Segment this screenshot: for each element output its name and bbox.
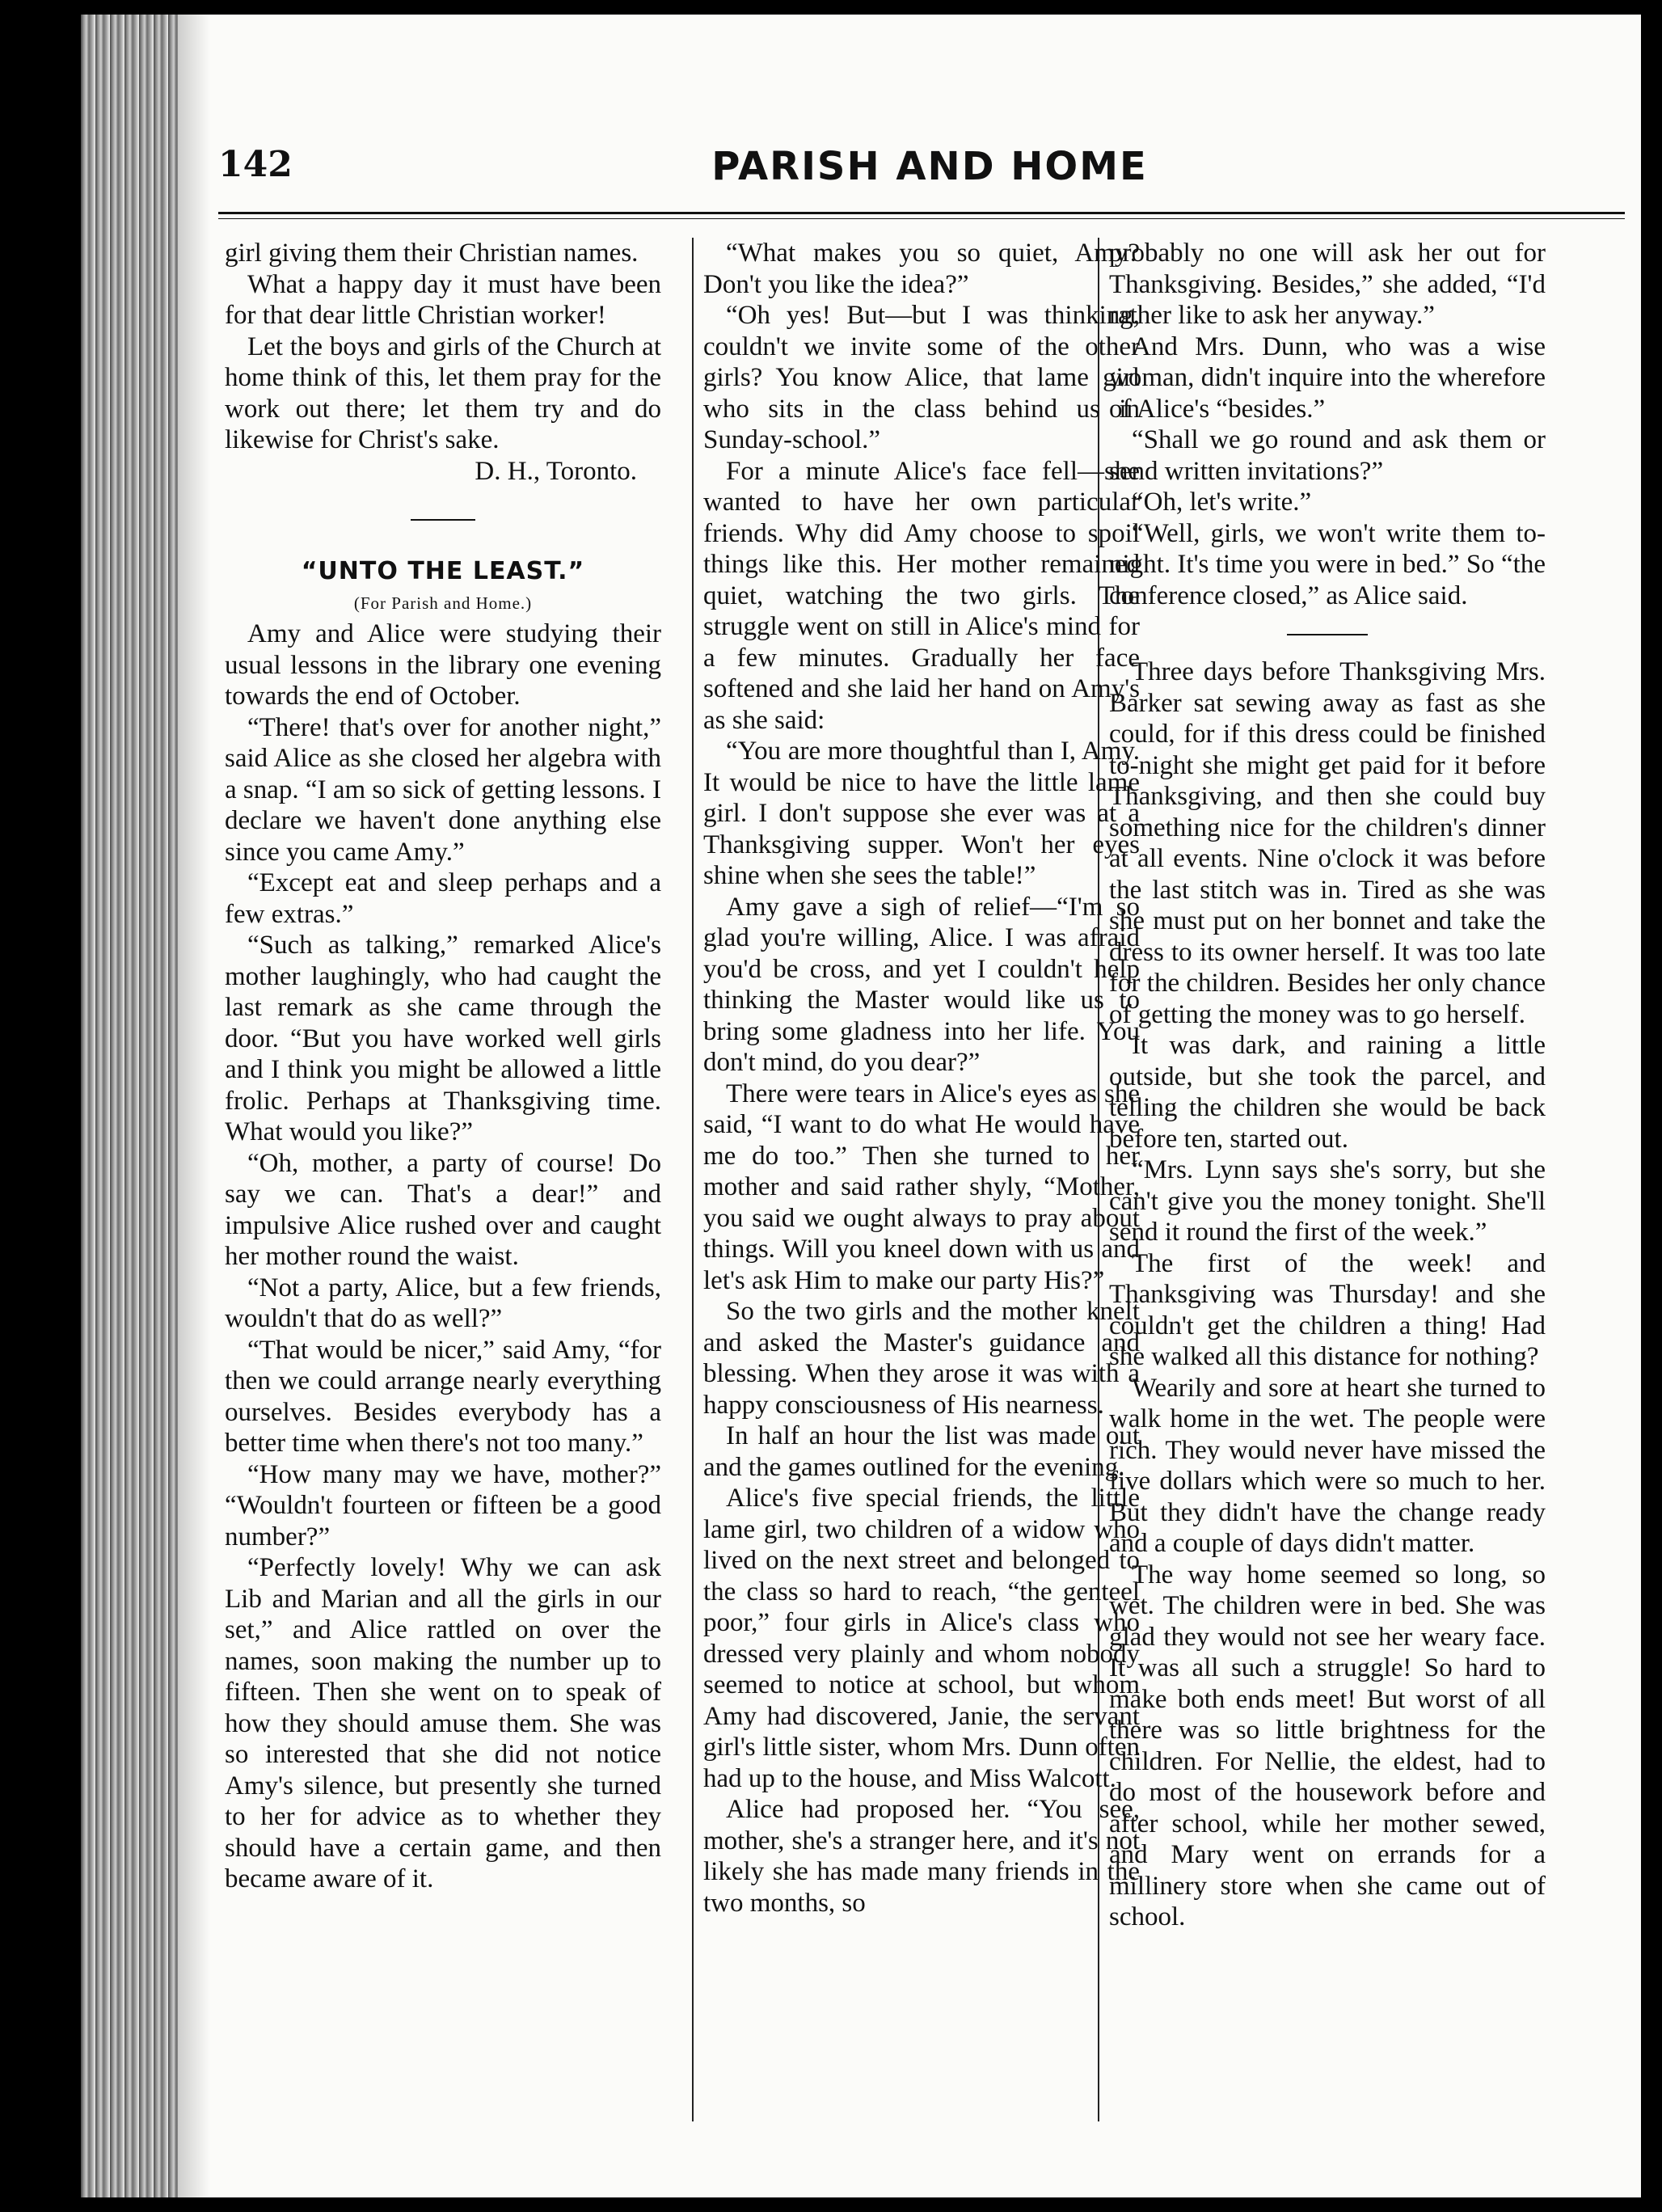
binding-shadow <box>178 15 210 2197</box>
page-title: PARISH AND HOME <box>711 144 1148 189</box>
author-signature: D. H., Toronto. <box>475 456 637 486</box>
header-rule <box>218 212 1625 214</box>
section-divider <box>411 519 475 521</box>
paragraph: For a minute Alice's face fell—she wanted to have her own particular friends. Why did Amy choose to spoil things like this. Her mother remained quiet, watching the two girls. The struggle went on still in Alice's mind for a few minutes. Gradually her face softened and she laid her hand on Amy's as she said: <box>703 456 1140 735</box>
paragraph: It was dark, and raining a little outside, but she took the parcel, and telling the children she would be back before ten, started out. <box>1109 1031 1546 1154</box>
header-rule-thin <box>218 218 1625 219</box>
paragraph: So the two girls and the mother knelt and asked the Master's guidance and blessing. When they arose it was with a happy consciousness of His nearness. <box>703 1297 1140 1420</box>
paragraph: girl giving them their Christian names. <box>225 239 639 268</box>
paragraph: Amy gave a sigh of relief—“I'm so glad you're willing, Alice. I was afraid you'd be cross, and yet I couldn't help thinking the Master would like us to bring some gladness into her life. You don't mind, do you dear?” <box>703 892 1140 1077</box>
paragraph: “Mrs. Lynn says she's sorry, but she can't give you the money tonight. She'll send it round the first of the week.” <box>1109 1155 1546 1247</box>
paragraph: “Well, girls, we won't write them to-night. It's time you were in bed.” So “the conference closed,” as Alice said. <box>1109 518 1546 610</box>
column-2 <box>703 238 1140 2162</box>
column-divider <box>692 238 694 2121</box>
paragraph: “You are more thoughtful than I, Amy. It would be nice to have the little lame girl. I don't suppose she ever was at a Thanksgiving supper. Won't her eyes shine when she sees the table!” <box>703 737 1140 890</box>
paragraph: “Except eat and sleep perhaps and a few extras.” <box>225 868 661 929</box>
paragraph: Alice had proposed her. “You see, mother, she's a stranger here, and it's not likely she has made many friends in the two months, so <box>703 1795 1140 1918</box>
book-binding-edge <box>81 15 178 2197</box>
paragraph: There were tears in Alice's eyes as she said, “I want to do what He would have me do too.” Then she turned to her mother and said rather shyly, “Mother, you said we ought always to pray about things. Will you kneel down with us and let's ask Him to make our party His?” <box>703 1079 1140 1295</box>
paragraph: “Oh, let's write.” <box>1132 488 1312 517</box>
paragraph: “Oh yes! But—but I was thinking, couldn't we invite some of the other girls? You know Alice, that lame girl who sits in the class behind us in Sunday-school.” <box>703 301 1140 454</box>
paragraph: “Oh, mother, a party of course! Do say we can. That's a dear!” and impulsive Alice rushed over and caught her mother round the waist. <box>225 1148 661 1271</box>
paragraph: Alice's five special friends, the little lame girl, two children of a widow who lived on the next street and belonged to the class so hard to reach, “the genteel poor,” four girls in Alice's class who dressed very plainly and whom nobody seemed to notice at school, but whom Amy had discovered, Janie, the servant girl's little sister, whom Mrs. Dunn often had up to the house, and Miss Walcott. <box>703 1484 1140 1793</box>
paragraph: Wearily and sore at heart she turned to walk home in the wet. The people were rich. They would never have missed the five dollars which were so much to her. But they didn't have the change ready and a couple of days didn't matter. <box>1109 1373 1546 1558</box>
paragraph: “Such as talking,” remarked Alice's mother laughingly, who had caught the last remark as she came through the door. “But you have worked well girls and I think you might be allowed a little frolic. Perhaps at Thanksgiving time. What would you like?” <box>225 931 661 1146</box>
paragraph: The first of the week! and Thanksgiving was Thursday! and she couldn't get the children a thing! Had she walked all this distance for nothing? <box>1109 1248 1546 1371</box>
paragraph: “Shall we go round and ask them or send written invitations?” <box>1109 425 1546 486</box>
paragraph: “Perfectly lovely! Why we can ask Lib and Marian and all the girls in our set,” and Alice rattled on over the names, soon making the number up to fifteen. Then she went on to speak of how they should amuse them. She was so interested that she did not notice Amy's silence, but presently she turned to her for advice as to whether they should have a certain game, and then became aware of it. <box>225 1553 661 1893</box>
paragraph: Let the boys and girls of the Church at home think of this, let them pray for the work out there; let them try and do likewise for Christ's sake. <box>225 331 661 454</box>
section-divider <box>1287 634 1368 635</box>
paragraph: And Mrs. Dunn, who was a wise woman, didn't inquire into the wherefore of Alice's “besides.” <box>1109 331 1546 424</box>
paragraph: In half an hour the list was made out and the games outlined for the evening. <box>703 1421 1140 1482</box>
story-title: “UNTO THE LEAST.” <box>301 557 585 585</box>
page-header <box>218 144 1641 201</box>
paragraph: “How many may we have, mother?” “Wouldn't fourteen or fifteen be a good number?” <box>225 1459 661 1551</box>
page-number: 142 <box>218 144 293 185</box>
paragraph: probably no one will ask her out for Thanksgiving. Besides,” she added, “I'd rather like to ask her anyway.” <box>1109 239 1546 330</box>
paragraph: “Not a party, Alice, but a few friends, wouldn't that do as well?” <box>225 1273 661 1333</box>
paragraph: What a happy day it must have been for that dear little Christian worker! <box>225 269 661 330</box>
story-subtitle: (For Parish and Home.) <box>353 593 533 613</box>
paragraph: The way home seemed so long, so wet. The children were in bed. She was glad they would not see her weary face. It was all such a struggle! So hard to make both ends meet! But worst of all there was so little brightness for the children. For Nellie, the eldest, had to do most of the housework before and after school, while her mother sewed, and Mary went on errands for a millinery store when she came out of school. <box>1109 1560 1546 1931</box>
paragraph: “That would be nicer,” said Amy, “for then we could arrange nearly everything ourselves. Besides everybody has a better time when there's not too many.” <box>225 1335 661 1458</box>
column-3 <box>1109 238 1546 2162</box>
paragraph: Amy and Alice were studying their usual lessons in the library one evening towards the end of October. <box>225 619 661 711</box>
paragraph: “What makes you so quiet, Amy? Don't you like the idea?” <box>703 239 1140 299</box>
scanned-page <box>81 15 1641 2197</box>
column-1 <box>225 238 661 2162</box>
paragraph: “There! that's over for another night,” said Alice as she closed her algebra with a snap. “I am so sick of getting lessons. I declare we haven't done anything else since you came Amy.” <box>225 712 661 867</box>
paragraph: Three days before Thanksgiving Mrs. Barker sat sewing away as fast as she could, for if this dress could be finished to-night she might get paid for it before Thanksgiving, and then she could buy something nice for the children's dinner at all events. Nine o'clock it was before the last stitch was in. Tired as she was she must put on her bonnet and take the dress to its owner herself. It was too late for the children. Besides her only chance of getting the money was to go herself. <box>1109 657 1546 1029</box>
